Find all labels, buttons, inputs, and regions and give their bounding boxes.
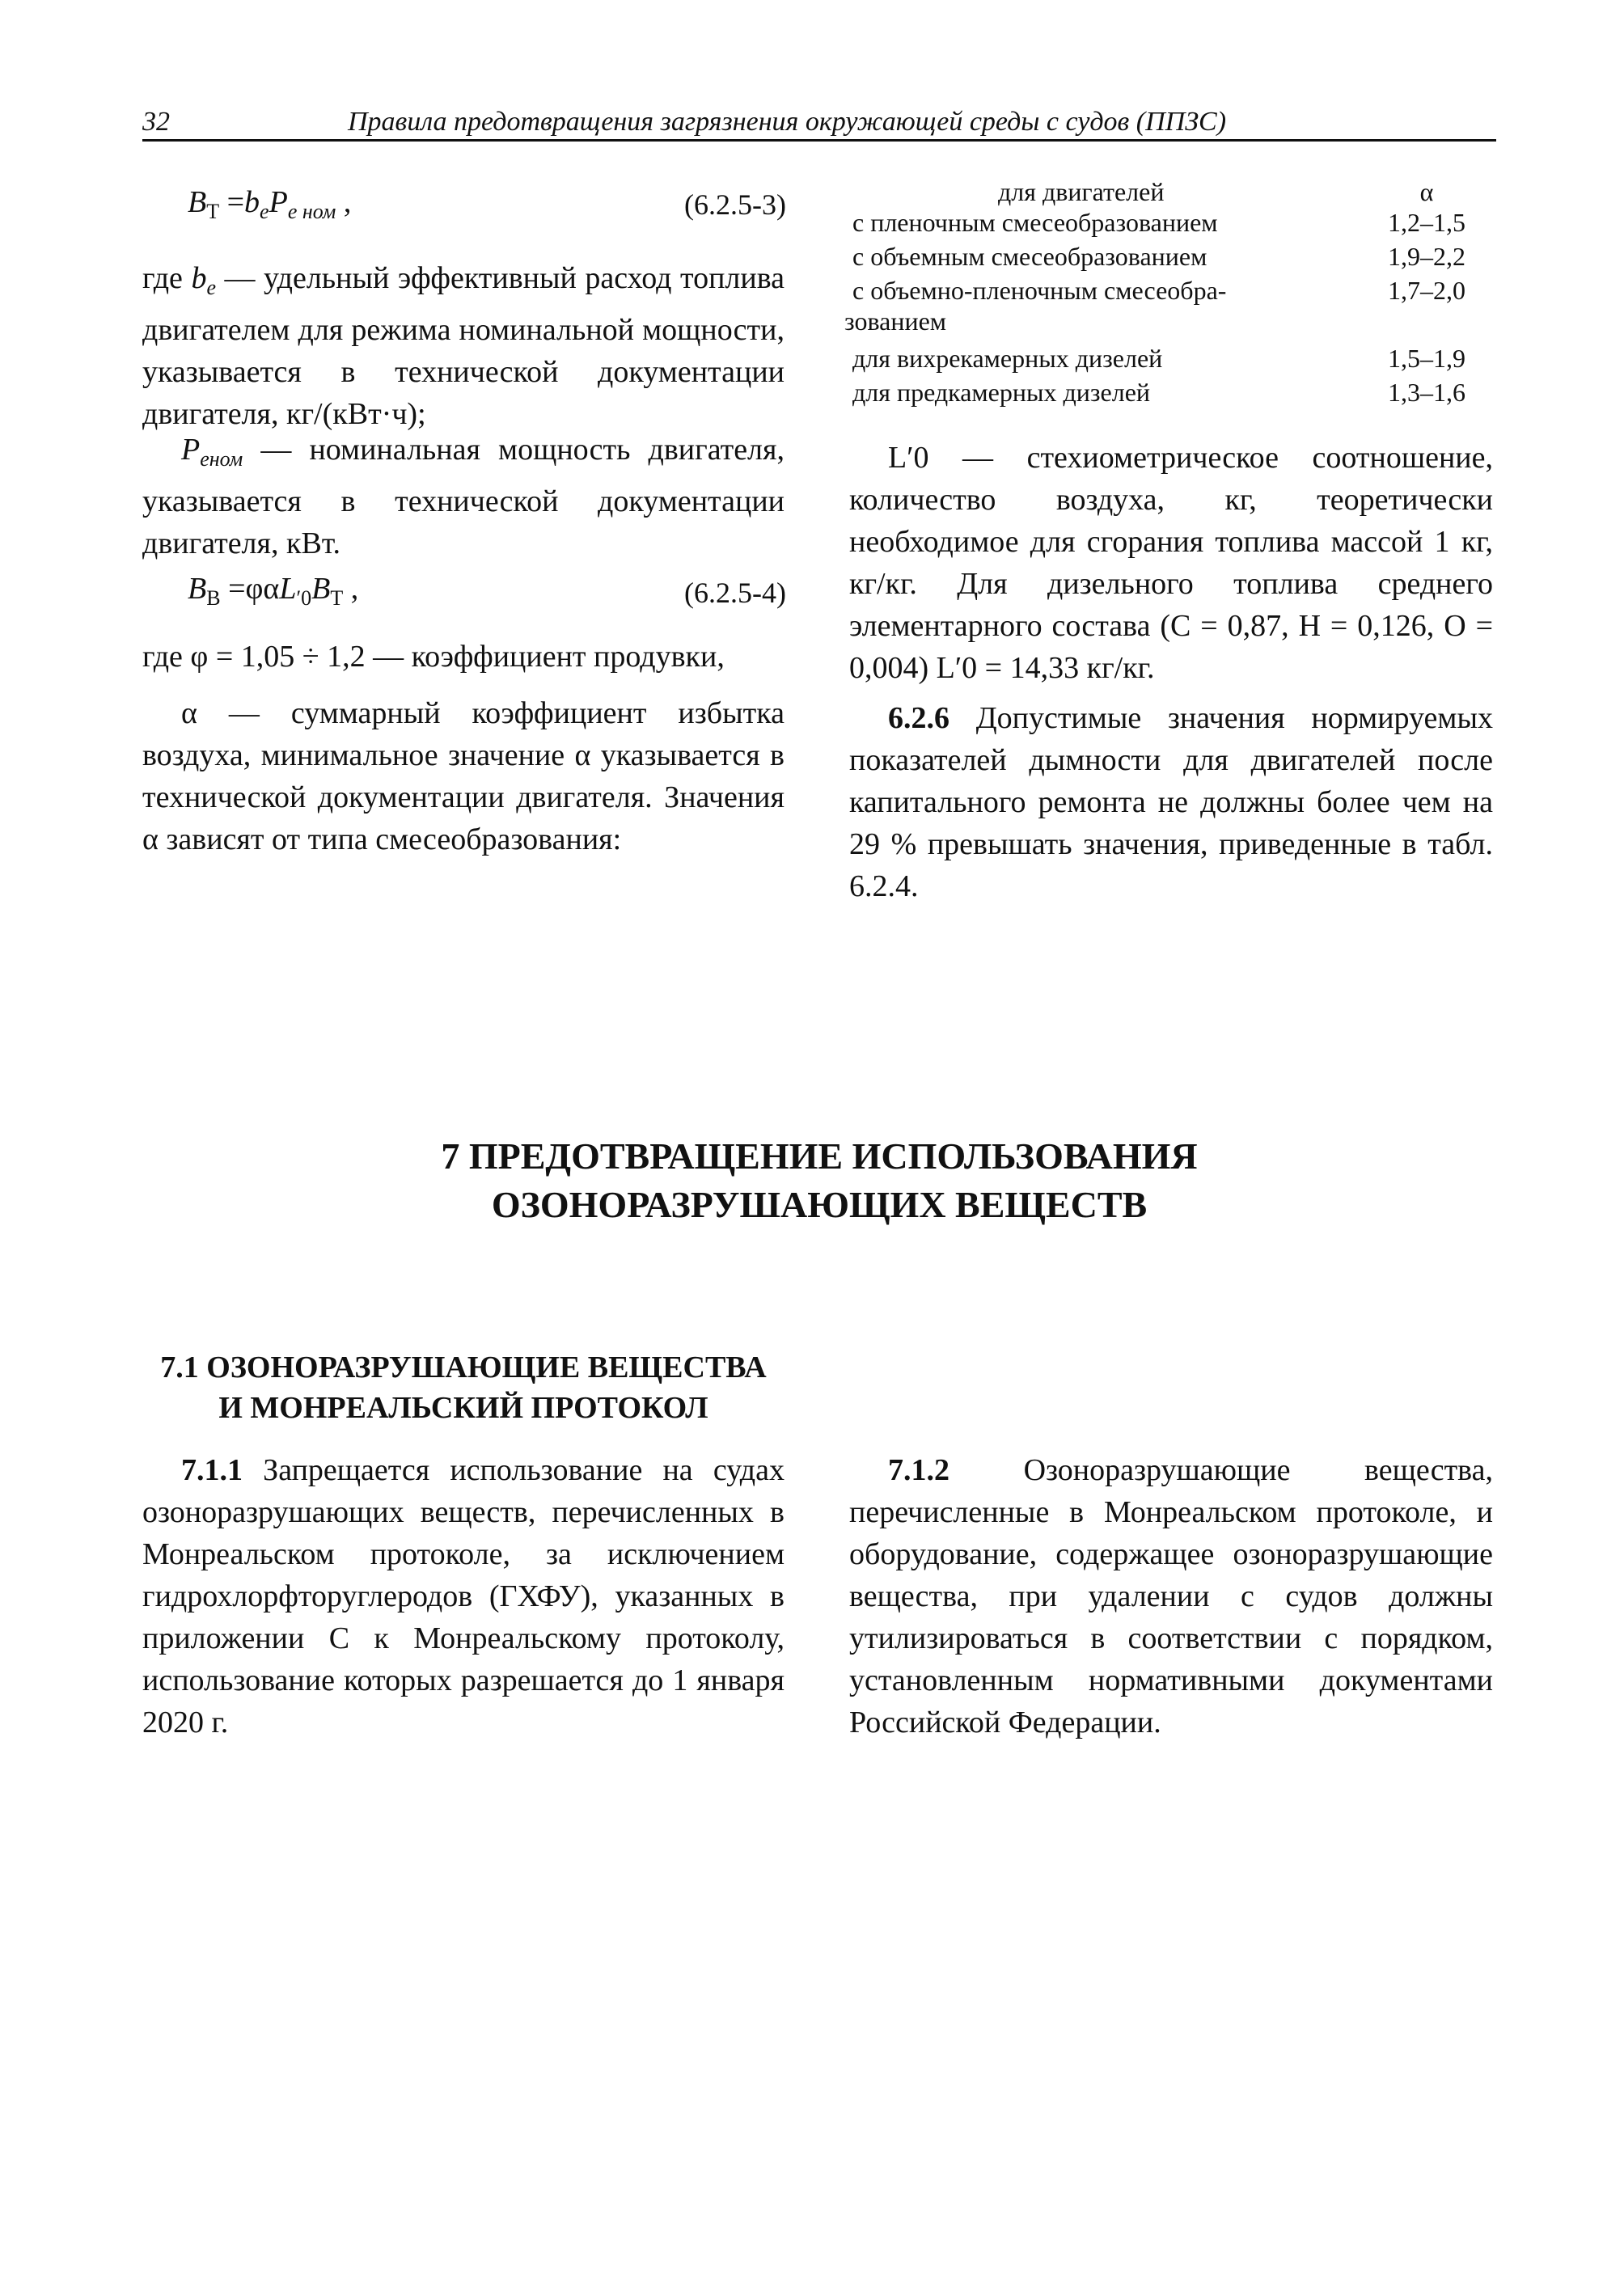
header-rule	[142, 139, 1496, 142]
table-header-label: для двигателей	[998, 177, 1165, 206]
table-cell-value: 1,3–1,6	[1388, 378, 1465, 407]
table-row	[852, 343, 1475, 374]
table-cell-label: для предкамерных дизелей	[852, 378, 1151, 407]
table-cell-label: для вихрекамерных дизелей	[852, 344, 1163, 373]
table-cell-value: 1,9–2,2	[1388, 242, 1465, 271]
formula-number: (6.2.5-3)	[684, 188, 786, 221]
section-7-title: 7 ПРЕДОТВРАЩЕНИЕ ИСПОЛЬЗОВАНИЯ ОЗОНОРАЗРУШАЮЩИХ ВЕЩЕСТВ	[441, 1135, 1198, 1225]
table-header-row	[852, 176, 1475, 207]
table-cell-value: 1,2–1,5	[1388, 208, 1465, 237]
table-row	[844, 306, 1475, 336]
running-title: Правила предотвращения загрязнения окружающей среды с судов (ППЗС)	[348, 107, 1227, 137]
alpha-definition: α — суммарный коэффициент избытка воздуха, минимальное значение α указывается в технической документации двигателя. Значения α зависят от типа смесеобразования:	[142, 696, 785, 856]
table-row	[852, 207, 1475, 238]
table-cell-label: с объемным смесеобразованием	[852, 242, 1207, 271]
paragraph-7-1-2: 7.1.2 Озоноразрушающие вещества, перечисленные в Монреальском протоколе, и оборудование, содержащее озоноразрушающие вещества, при удалении с судов должны утилизироваться в соответствии с порядком, установленным нормативными документами Российской Федерации.	[849, 1453, 1493, 1739]
table-row	[852, 377, 1475, 408]
formula-number: (6.2.5-4)	[684, 577, 786, 609]
table-cell-label: с пленочным смесеобразованием	[852, 208, 1218, 237]
section-7-1-title: 7.1 ОЗОНОРАЗРУШАЮЩИЕ ВЕЩЕСТВА И МОНРЕАЛЬСКИЙ ПРОТОКОЛ	[160, 1351, 767, 1425]
paragraph-7-1-1: 7.1.1 Запрещается использование на судах озоноразрушающих веществ, перечисленных в Монреальском протоколе, за исключением гидрохлорфторуглеродов (ГХФУ), указанных в приложении С к Монреальскому протоколу, использование которых разрешается до 1 января 2020 г.	[142, 1453, 785, 1739]
formula-6-2-5-4: $B_В =\varphi\alpha L_{'0}B_Т$ ,	[188, 572, 359, 610]
table-cell-value: 1,5–1,9	[1388, 344, 1465, 373]
table-cell-label: зованием	[844, 306, 947, 336]
paragraph-6-2-6: 6.2.6 Допустимые значения нормируемых показателей дымности для двигателей после капитального ремонта не должны более чем на 29 % превышать значения, приведенные в табл. 6.2.4.	[849, 701, 1494, 903]
be-definition: где $b_e$ — удельный эффективный расход топлива двигателем для режима номинальной мощности, указывается в технической документации двигателя, кг/(кВт·ч);	[142, 261, 785, 431]
table-cell-label: с объемно-пленочным смесеобра-	[852, 276, 1227, 305]
page-number: 32	[142, 107, 170, 137]
phi-definition: где φ = 1,05 ÷ 1,2 — коэффициент продувки,	[142, 640, 725, 674]
formula-6-2-5-3: $B_Т =b_eP_{e ном}$ ,	[188, 185, 352, 223]
table-row	[852, 241, 1475, 272]
table-header-value: α	[1419, 177, 1434, 206]
alpha-table	[844, 176, 1475, 419]
table-row	[852, 275, 1475, 306]
table-cell-value: 1,7–2,0	[1388, 276, 1465, 305]
l0-definition: L′0 — стехиометрическое соотношение, количество воздуха, кг, теоретически необходимое для сгорания топлива массой 1 кг, кг/кг. Для дизельного топлива среднего элементарного состава (С = 0,87, Н = 0,126, О = 0,004) L′0 = 14,33 кг/кг.	[849, 441, 1493, 685]
pe-definition: $P_{eном}$ — номинальная мощность двигателя, указывается в технической документации двигателя, кВт.	[142, 433, 785, 560]
